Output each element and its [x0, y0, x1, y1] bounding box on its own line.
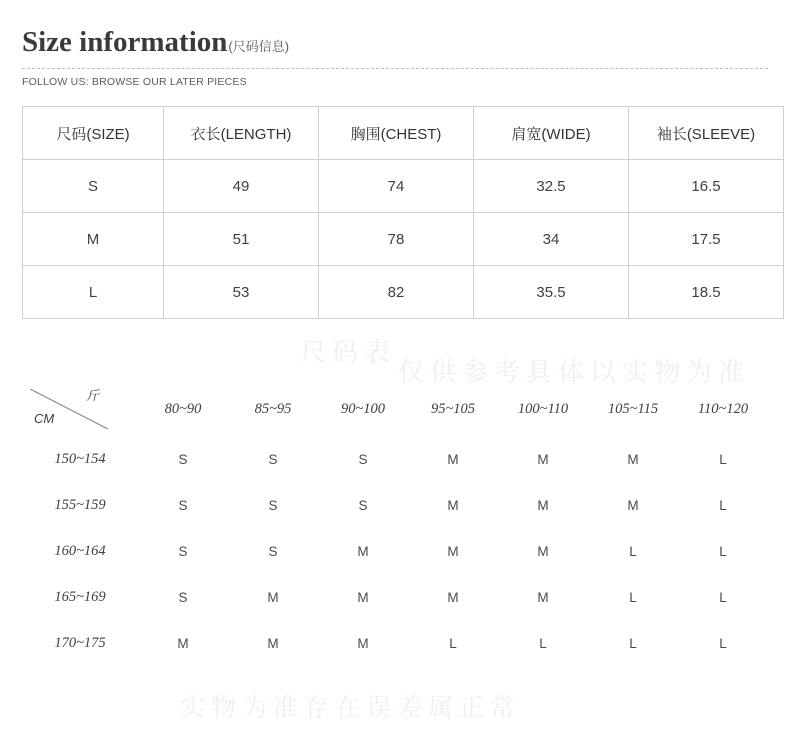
- column-header-length: 衣长(LENGTH): [164, 107, 319, 160]
- matrix-height-unit-label: CM: [34, 411, 55, 426]
- page-title-main: Size information: [22, 26, 228, 58]
- table-row: [23, 213, 784, 266]
- cell-wide: 32.5: [474, 160, 629, 213]
- matrix-cell: L: [719, 497, 727, 513]
- column-header-wide: 肩宽(WIDE): [474, 107, 629, 160]
- cell-size: S: [23, 160, 164, 213]
- cell-wide: 35.5: [474, 266, 629, 319]
- matrix-cell: S: [178, 451, 188, 467]
- cell-sleeve: 18.5: [629, 266, 784, 319]
- matrix-cell: M: [627, 497, 639, 513]
- matrix-cell: S: [268, 543, 278, 559]
- table-row: [23, 160, 784, 213]
- matrix-cell: M: [447, 451, 459, 467]
- table-row: [23, 266, 784, 319]
- cell-size: M: [23, 213, 164, 266]
- matrix-row-header: 165~169: [54, 588, 106, 605]
- matrix-cell: S: [358, 451, 368, 467]
- matrix-cell: L: [629, 543, 637, 559]
- matrix-cell: L: [719, 451, 727, 467]
- matrix-row-header: 170~175: [54, 634, 106, 651]
- matrix-cell: M: [447, 543, 459, 559]
- matrix-column-header: 110~120: [697, 400, 749, 417]
- cell-length: 53: [164, 266, 319, 319]
- matrix-cell: M: [177, 635, 189, 651]
- matrix-cell: M: [357, 635, 369, 651]
- matrix-cell: S: [178, 543, 188, 559]
- matrix-row-header: 160~164: [54, 542, 106, 559]
- size-matrix-container: [22, 382, 768, 666]
- matrix-column-header: 105~115: [607, 400, 659, 417]
- size-matrix-table: [22, 382, 768, 666]
- header-divider: [22, 68, 768, 69]
- matrix-column-header: 100~110: [517, 400, 569, 417]
- matrix-corner-cell: [22, 382, 138, 436]
- cell-sleeve: 17.5: [629, 213, 784, 266]
- matrix-cell: M: [537, 497, 549, 513]
- matrix-cell: L: [719, 635, 727, 651]
- matrix-column-header: 90~100: [340, 400, 386, 417]
- cell-length: 51: [164, 213, 319, 266]
- cell-chest: 78: [319, 213, 474, 266]
- column-header-sleeve: 袖长(SLEEVE): [629, 107, 784, 160]
- document-header: [22, 26, 768, 88]
- matrix-cell: S: [178, 497, 188, 513]
- watermark-text: 尺码表: [300, 338, 397, 367]
- matrix-cell: S: [358, 497, 368, 513]
- matrix-cell: M: [267, 635, 279, 651]
- cell-sleeve: 16.5: [629, 160, 784, 213]
- matrix-column-header: 80~90: [164, 400, 202, 417]
- matrix-row-header: 150~154: [54, 450, 106, 467]
- watermark-text: 实物为准存在误差属正常: [180, 695, 522, 722]
- matrix-cell: M: [537, 589, 549, 605]
- matrix-weight-unit-label: 斤: [86, 388, 100, 403]
- matrix-cell: L: [449, 635, 457, 651]
- size-table: [22, 106, 784, 319]
- table-header-row: [23, 107, 784, 160]
- matrix-column-header: 85~95: [254, 400, 292, 417]
- matrix-cell: L: [719, 589, 727, 605]
- follow-us-text: FOLLOW US: BROWSE OUR LATER PIECES: [22, 76, 247, 88]
- matrix-header-row: [22, 382, 768, 436]
- matrix-row: [22, 482, 768, 528]
- column-header-size: 尺码(SIZE): [23, 107, 164, 160]
- cell-size: L: [23, 266, 164, 319]
- size-table-container: [22, 106, 768, 319]
- cell-wide: 34: [474, 213, 629, 266]
- matrix-cell: S: [268, 451, 278, 467]
- matrix-row: [22, 620, 768, 666]
- matrix-cell: L: [539, 635, 547, 651]
- matrix-row: [22, 574, 768, 620]
- page-title-sub: (尺码信息): [228, 39, 290, 54]
- matrix-row: [22, 436, 768, 482]
- cell-length: 49: [164, 160, 319, 213]
- matrix-cell: M: [537, 451, 549, 467]
- column-header-chest: 胸围(CHEST): [319, 107, 474, 160]
- matrix-cell: L: [719, 543, 727, 559]
- matrix-row: [22, 528, 768, 574]
- matrix-cell: S: [268, 497, 278, 513]
- matrix-cell: M: [447, 497, 459, 513]
- page-title: [22, 26, 768, 59]
- matrix-cell: L: [629, 589, 637, 605]
- matrix-cell: M: [357, 589, 369, 605]
- cell-chest: 82: [319, 266, 474, 319]
- matrix-column-header: 95~105: [430, 400, 476, 417]
- matrix-row-header: 155~159: [54, 496, 106, 513]
- matrix-cell: S: [178, 589, 188, 605]
- matrix-cell: L: [629, 635, 637, 651]
- matrix-cell: M: [447, 589, 459, 605]
- matrix-cell: M: [627, 451, 639, 467]
- matrix-cell: M: [267, 589, 279, 605]
- matrix-cell: M: [537, 543, 549, 559]
- cell-chest: 74: [319, 160, 474, 213]
- matrix-cell: M: [357, 543, 369, 559]
- watermark-text: 仅供参考具体以实物为准: [398, 358, 751, 387]
